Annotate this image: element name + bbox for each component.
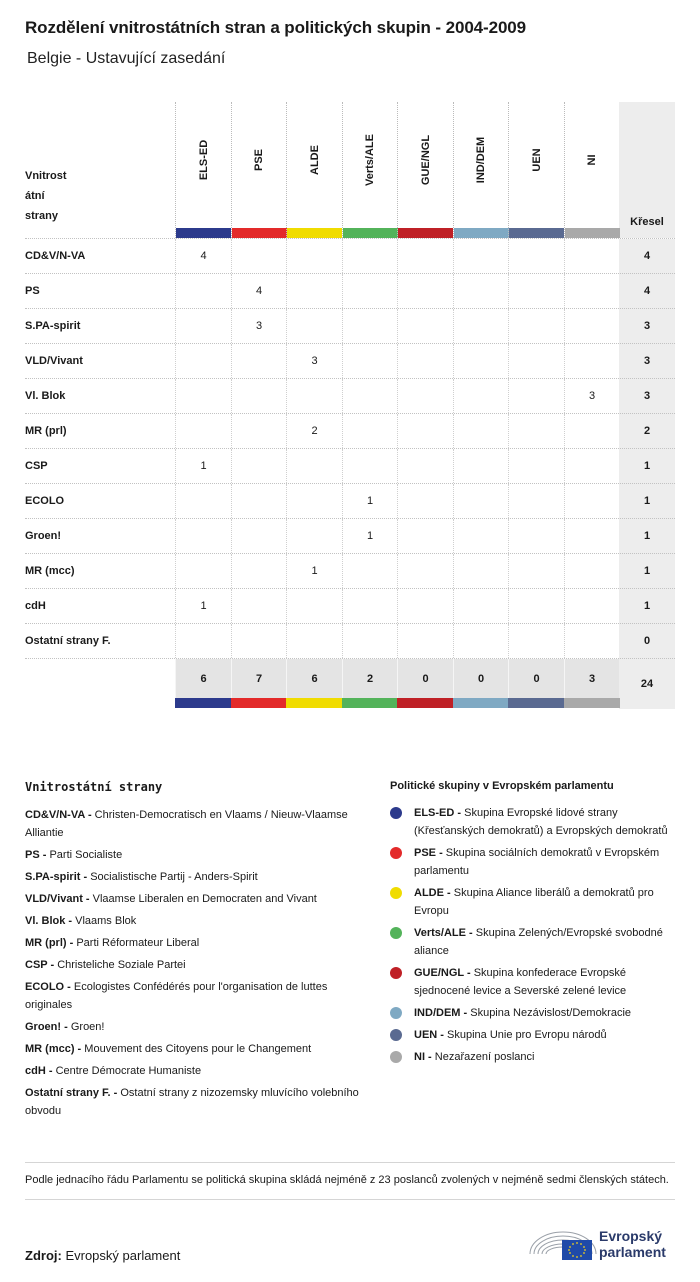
column-total: 3 [564, 659, 620, 699]
party-abbr: CD&V/N-VA - [25, 809, 92, 821]
seat-cell [175, 309, 231, 343]
seat-cell [342, 344, 398, 378]
seat-cell [397, 239, 453, 273]
seat-cell [508, 379, 564, 413]
seat-cell [564, 554, 620, 588]
party-abbr: Groen! - [25, 1021, 68, 1033]
seat-cell [508, 274, 564, 308]
row-header-line: Vnitrost [25, 170, 67, 182]
seat-cell [286, 484, 342, 518]
seat-cell: 4 [175, 239, 231, 273]
table-row [25, 238, 675, 273]
row-total: 1 [619, 519, 675, 554]
national-legend-item [25, 1040, 360, 1058]
group-color-bar [509, 228, 564, 238]
party-abbr: VLD/Vivant - [25, 893, 90, 905]
seat-cell [453, 484, 509, 518]
group-name: NI [586, 154, 598, 166]
party-name: CSP [25, 460, 48, 472]
group-name: ELS-ED [197, 139, 210, 181]
party-full-name: Ostatní strany z nizozemsky mluvícího volebního obvodu [25, 1087, 359, 1117]
national-legend-item [25, 868, 360, 886]
group-legend-item [390, 884, 675, 920]
table-row [25, 553, 675, 588]
group-color-bar [176, 228, 231, 238]
national-legend-item [25, 846, 360, 864]
row-total: 0 [619, 624, 675, 659]
party-name: Ostatní strany F. [25, 635, 111, 647]
seat-cell [175, 379, 231, 413]
seat-cell [564, 484, 620, 518]
row-total: 1 [619, 484, 675, 519]
seat-cell [508, 589, 564, 623]
seat-cell: 1 [175, 449, 231, 483]
seat-cell [508, 239, 564, 273]
party-abbr: S.PA-spirit - [25, 871, 88, 883]
party-abbr: MR (mcc) - [25, 1043, 82, 1055]
seat-cell [508, 624, 564, 658]
seat-cell [286, 379, 342, 413]
seat-cell [564, 239, 620, 273]
seat-cell [342, 309, 398, 343]
group-full-name: Skupina Zelených/Evropské svobodné aliance [414, 927, 663, 957]
seat-cell [286, 449, 342, 483]
seat-cell [508, 519, 564, 553]
seat-cell [564, 519, 620, 553]
column-total: 6 [175, 659, 231, 699]
group-color-bar [564, 698, 620, 708]
group-column-header [564, 102, 620, 238]
national-legend-item [25, 978, 360, 1014]
source-label: Zdroj: [25, 1248, 62, 1263]
group-color-dot-icon [390, 1029, 402, 1041]
seat-cell [231, 519, 287, 553]
seat-cell [231, 624, 287, 658]
seat-cell [508, 309, 564, 343]
seat-cell [175, 624, 231, 658]
seat-cell [453, 519, 509, 553]
seat-cell [286, 519, 342, 553]
party-full-name: Parti Réformateur Liberal [76, 937, 200, 949]
party-name: MR (prl) [25, 425, 67, 437]
seat-cell [397, 379, 453, 413]
party-name: ECOLO [25, 495, 65, 507]
party-abbr: ECOLO - [25, 981, 71, 993]
seat-cell: 1 [175, 589, 231, 623]
group-column-header [342, 102, 398, 238]
seat-cell: 2 [286, 414, 342, 448]
party-full-name: Groen! [70, 1021, 105, 1033]
seat-cell [508, 484, 564, 518]
group-color-bar [287, 228, 342, 238]
source-value: Evropský parlament [65, 1248, 181, 1263]
seat-cell [286, 624, 342, 658]
seat-cell: 1 [286, 554, 342, 588]
footer-color-bars [25, 698, 675, 708]
seat-cell [453, 239, 509, 273]
seat-cell [231, 344, 287, 378]
seat-cell [342, 554, 398, 588]
column-total: 7 [231, 659, 287, 699]
group-full-name: Skupina Aliance liberálů a demokratů pro Evropu [414, 887, 654, 917]
seat-cell [453, 344, 509, 378]
row-total: 2 [619, 414, 675, 449]
group-abbr: NI - [414, 1051, 432, 1063]
party-name: Vl. Blok [25, 390, 66, 402]
national-legend-item [25, 806, 360, 842]
group-color-dot-icon [390, 1007, 402, 1019]
group-legend-item [390, 804, 675, 840]
seat-cell [397, 624, 453, 658]
group-color-bar [342, 698, 398, 708]
totals-row [25, 658, 675, 698]
row-total: 3 [619, 309, 675, 344]
group-color-bar [453, 698, 509, 708]
party-abbr: Vl. Blok - [25, 915, 73, 927]
group-legend-item [390, 924, 675, 960]
logo-text [599, 1228, 666, 1260]
group-legend-item [390, 1004, 675, 1022]
national-legend-item [25, 956, 360, 974]
party-name: Groen! [25, 530, 62, 542]
table-row [25, 343, 675, 378]
group-full-name: Skupina sociálních demokratů v Evropském parlamentu [414, 847, 660, 877]
group-color-bar [232, 228, 287, 238]
seat-cell [564, 309, 620, 343]
seat-cell [342, 414, 398, 448]
seat-cell [453, 309, 509, 343]
party-name: CD&V/N-VA [25, 250, 86, 262]
group-column-header [231, 102, 287, 238]
rules-note: Podle jednacího řádu Parlamentu se politická skupina skládá nejméně z 23 poslanců zvolených v nejméně sedmi členských státech. [25, 1162, 675, 1200]
seat-cell [397, 554, 453, 588]
group-color-dot-icon [390, 967, 402, 979]
table-row [25, 623, 675, 658]
seat-cell [508, 344, 564, 378]
group-color-dot-icon [390, 1051, 402, 1063]
seat-cell [508, 449, 564, 483]
group-legend-item [390, 844, 675, 880]
seat-cell [397, 344, 453, 378]
seat-cell [342, 449, 398, 483]
group-name: ALDE [308, 145, 321, 175]
row-total: 1 [619, 449, 675, 484]
seat-cell [453, 589, 509, 623]
party-full-name: Vlaams Blok [75, 915, 137, 927]
group-abbr: ELS-ED - [414, 807, 462, 819]
group-color-bar [565, 228, 620, 238]
row-total: 3 [619, 344, 675, 379]
seat-cell [453, 274, 509, 308]
party-name: MR (mcc) [25, 565, 75, 577]
seat-cell [175, 519, 231, 553]
group-name: PSE [253, 148, 265, 172]
column-total: 6 [286, 659, 342, 699]
table-row [25, 273, 675, 308]
seats-header-label: Křesel [630, 216, 664, 228]
seat-cell: 3 [286, 344, 342, 378]
party-full-name: Vlaamse Liberalen en Democraten and Vivant [92, 893, 317, 905]
party-abbr: CSP - [25, 959, 55, 971]
row-header-line: átní [25, 190, 45, 202]
column-total: 0 [508, 659, 564, 699]
seat-cell [453, 379, 509, 413]
seat-cell [564, 449, 620, 483]
seat-cell [397, 519, 453, 553]
column-total: 0 [397, 659, 453, 699]
seat-cell [397, 274, 453, 308]
national-legend-heading: Vnitrostátní strany [25, 780, 163, 794]
table-body [25, 238, 675, 708]
national-legend-item [25, 912, 360, 930]
seat-cell [175, 554, 231, 588]
group-column-header [453, 102, 509, 238]
seat-cell [175, 344, 231, 378]
seat-cell: 3 [231, 309, 287, 343]
seat-cell [231, 484, 287, 518]
seat-cell [342, 239, 398, 273]
page-subtitle: Belgie - Ustavující zasedání [27, 50, 226, 67]
group-color-dot-icon [390, 927, 402, 939]
seat-cell [286, 274, 342, 308]
seat-cell [397, 414, 453, 448]
party-name: cdH [25, 600, 46, 612]
seat-cell [453, 624, 509, 658]
party-abbr: Ostatní strany F. - [25, 1087, 118, 1099]
group-abbr: PSE - [414, 847, 443, 859]
table-row [25, 518, 675, 553]
seat-cell [397, 484, 453, 518]
party-name: PS [25, 285, 40, 297]
group-color-dot-icon [390, 887, 402, 899]
seat-cell [231, 554, 287, 588]
seat-cell [508, 414, 564, 448]
group-color-bar [343, 228, 398, 238]
group-abbr: UEN - [414, 1029, 444, 1041]
seat-cell [564, 344, 620, 378]
party-full-name: Christen-Democratisch en Vlaams / Nieuw-Vlaamse Alliantie [25, 809, 348, 839]
seat-cell: 4 [231, 274, 287, 308]
group-legend-item [390, 1048, 675, 1066]
group-legend-item [390, 964, 675, 1000]
group-color-bar [454, 228, 509, 238]
group-column-header [286, 102, 342, 238]
seat-cell [175, 274, 231, 308]
group-full-name: Skupina Unie pro Evropu národů [447, 1029, 607, 1041]
seat-cell [397, 449, 453, 483]
seat-cell [231, 414, 287, 448]
group-name: IND/DEM [475, 136, 487, 184]
seat-cell: 3 [564, 379, 620, 413]
group-color-bar [175, 698, 231, 708]
seat-cell [286, 589, 342, 623]
seat-cell [342, 589, 398, 623]
seat-cell [564, 624, 620, 658]
party-abbr: cdH - [25, 1065, 53, 1077]
column-total: 2 [342, 659, 398, 699]
row-header-label [25, 166, 95, 226]
party-full-name: Christeliche Soziale Partei [57, 959, 186, 971]
group-full-name: Skupina Evropské lidové strany (Křesťanských demokratů) a Evropských demokratů [414, 807, 668, 837]
group-abbr: IND/DEM - [414, 1007, 468, 1019]
party-abbr: MR (prl) - [25, 937, 74, 949]
row-total: 4 [619, 274, 675, 309]
seat-cell [231, 379, 287, 413]
group-column-header [397, 102, 453, 238]
logo-line-1: Evropský [599, 1228, 663, 1244]
national-legend-item [25, 934, 360, 952]
group-color-bar [508, 698, 564, 708]
table-row [25, 588, 675, 623]
seat-cell [342, 624, 398, 658]
seat-cell [231, 449, 287, 483]
seat-cell [564, 274, 620, 308]
row-total: 4 [619, 239, 675, 274]
seats-column-header [619, 102, 675, 238]
seat-cell: 1 [342, 484, 398, 518]
page-title: Rozdělení vnitrostátních stran a politických skupin - 2004-2009 [25, 18, 527, 37]
seat-cell [175, 484, 231, 518]
seat-cell [453, 414, 509, 448]
national-legend-item [25, 1018, 360, 1036]
seat-cell [342, 379, 398, 413]
seat-cell [397, 309, 453, 343]
party-full-name: Mouvement des Citoyens pour le Changement [84, 1043, 312, 1055]
row-total: 1 [619, 589, 675, 624]
group-name: Verts/ALE [364, 134, 376, 186]
group-color-dot-icon [390, 807, 402, 819]
national-legend-item [25, 1062, 360, 1080]
group-column-header [175, 102, 231, 238]
group-legend-item [390, 1026, 675, 1044]
seat-distribution-table [25, 102, 675, 708]
national-legend-item [25, 890, 360, 908]
group-column-header [508, 102, 564, 238]
table-row [25, 413, 675, 448]
logo-line-2: parlament [599, 1244, 666, 1260]
column-total: 0 [453, 659, 509, 699]
group-full-name: Skupina konfederace Evropské sjednocené levice a Severské zelené levice [414, 967, 627, 997]
seat-cell [508, 554, 564, 588]
group-color-bar [231, 698, 287, 708]
seat-cell [286, 239, 342, 273]
table-row [25, 308, 675, 343]
row-total: 3 [619, 379, 675, 414]
political-groups-legend [390, 780, 675, 1070]
group-abbr: Verts/ALE - [414, 927, 473, 939]
seat-cell [397, 589, 453, 623]
table-row [25, 483, 675, 518]
group-name: UEN [530, 148, 543, 172]
european-parliament-logo [528, 1224, 676, 1264]
table-header [25, 102, 675, 238]
national-parties-legend [25, 780, 360, 1124]
seat-cell [231, 589, 287, 623]
source-line [25, 1248, 180, 1263]
seat-cell [342, 274, 398, 308]
party-full-name: Parti Socialiste [49, 849, 123, 861]
seat-cell [286, 309, 342, 343]
party-full-name: Socialistische Partij - Anders-Spirit [90, 871, 258, 883]
row-header-line: strany [25, 210, 59, 222]
seat-cell [564, 414, 620, 448]
group-color-bar [286, 698, 342, 708]
party-name: S.PA-spirit [25, 320, 81, 332]
group-full-name: Skupina Nezávislost/Demokracie [470, 1007, 632, 1019]
group-abbr: GUE/NGL - [414, 967, 471, 979]
party-full-name: Centre Démocrate Humaniste [55, 1065, 202, 1077]
parliament-emblem-icon [528, 1224, 598, 1264]
seat-cell [453, 554, 509, 588]
seat-cell [564, 589, 620, 623]
group-legend-heading: Politické skupiny v Evropském parlamentu [390, 780, 614, 792]
group-full-name: Nezařazení poslanci [434, 1051, 535, 1063]
grand-total: 24 [619, 659, 675, 709]
group-color-bar [398, 228, 453, 238]
national-legend-item [25, 1084, 360, 1120]
group-color-bar [397, 698, 453, 708]
table-row [25, 378, 675, 413]
seat-cell [175, 414, 231, 448]
party-abbr: PS - [25, 849, 47, 861]
seat-cell: 1 [342, 519, 398, 553]
seat-cell [453, 449, 509, 483]
party-name: VLD/Vivant [25, 355, 83, 367]
table-row [25, 448, 675, 483]
group-name: GUE/NGL [419, 134, 432, 186]
seat-cell [231, 239, 287, 273]
group-color-dot-icon [390, 847, 402, 859]
row-total: 1 [619, 554, 675, 589]
group-abbr: ALDE - [414, 887, 451, 899]
party-full-name: Ecologistes Confédérés pour l'organisation de luttes originales [25, 981, 328, 1011]
